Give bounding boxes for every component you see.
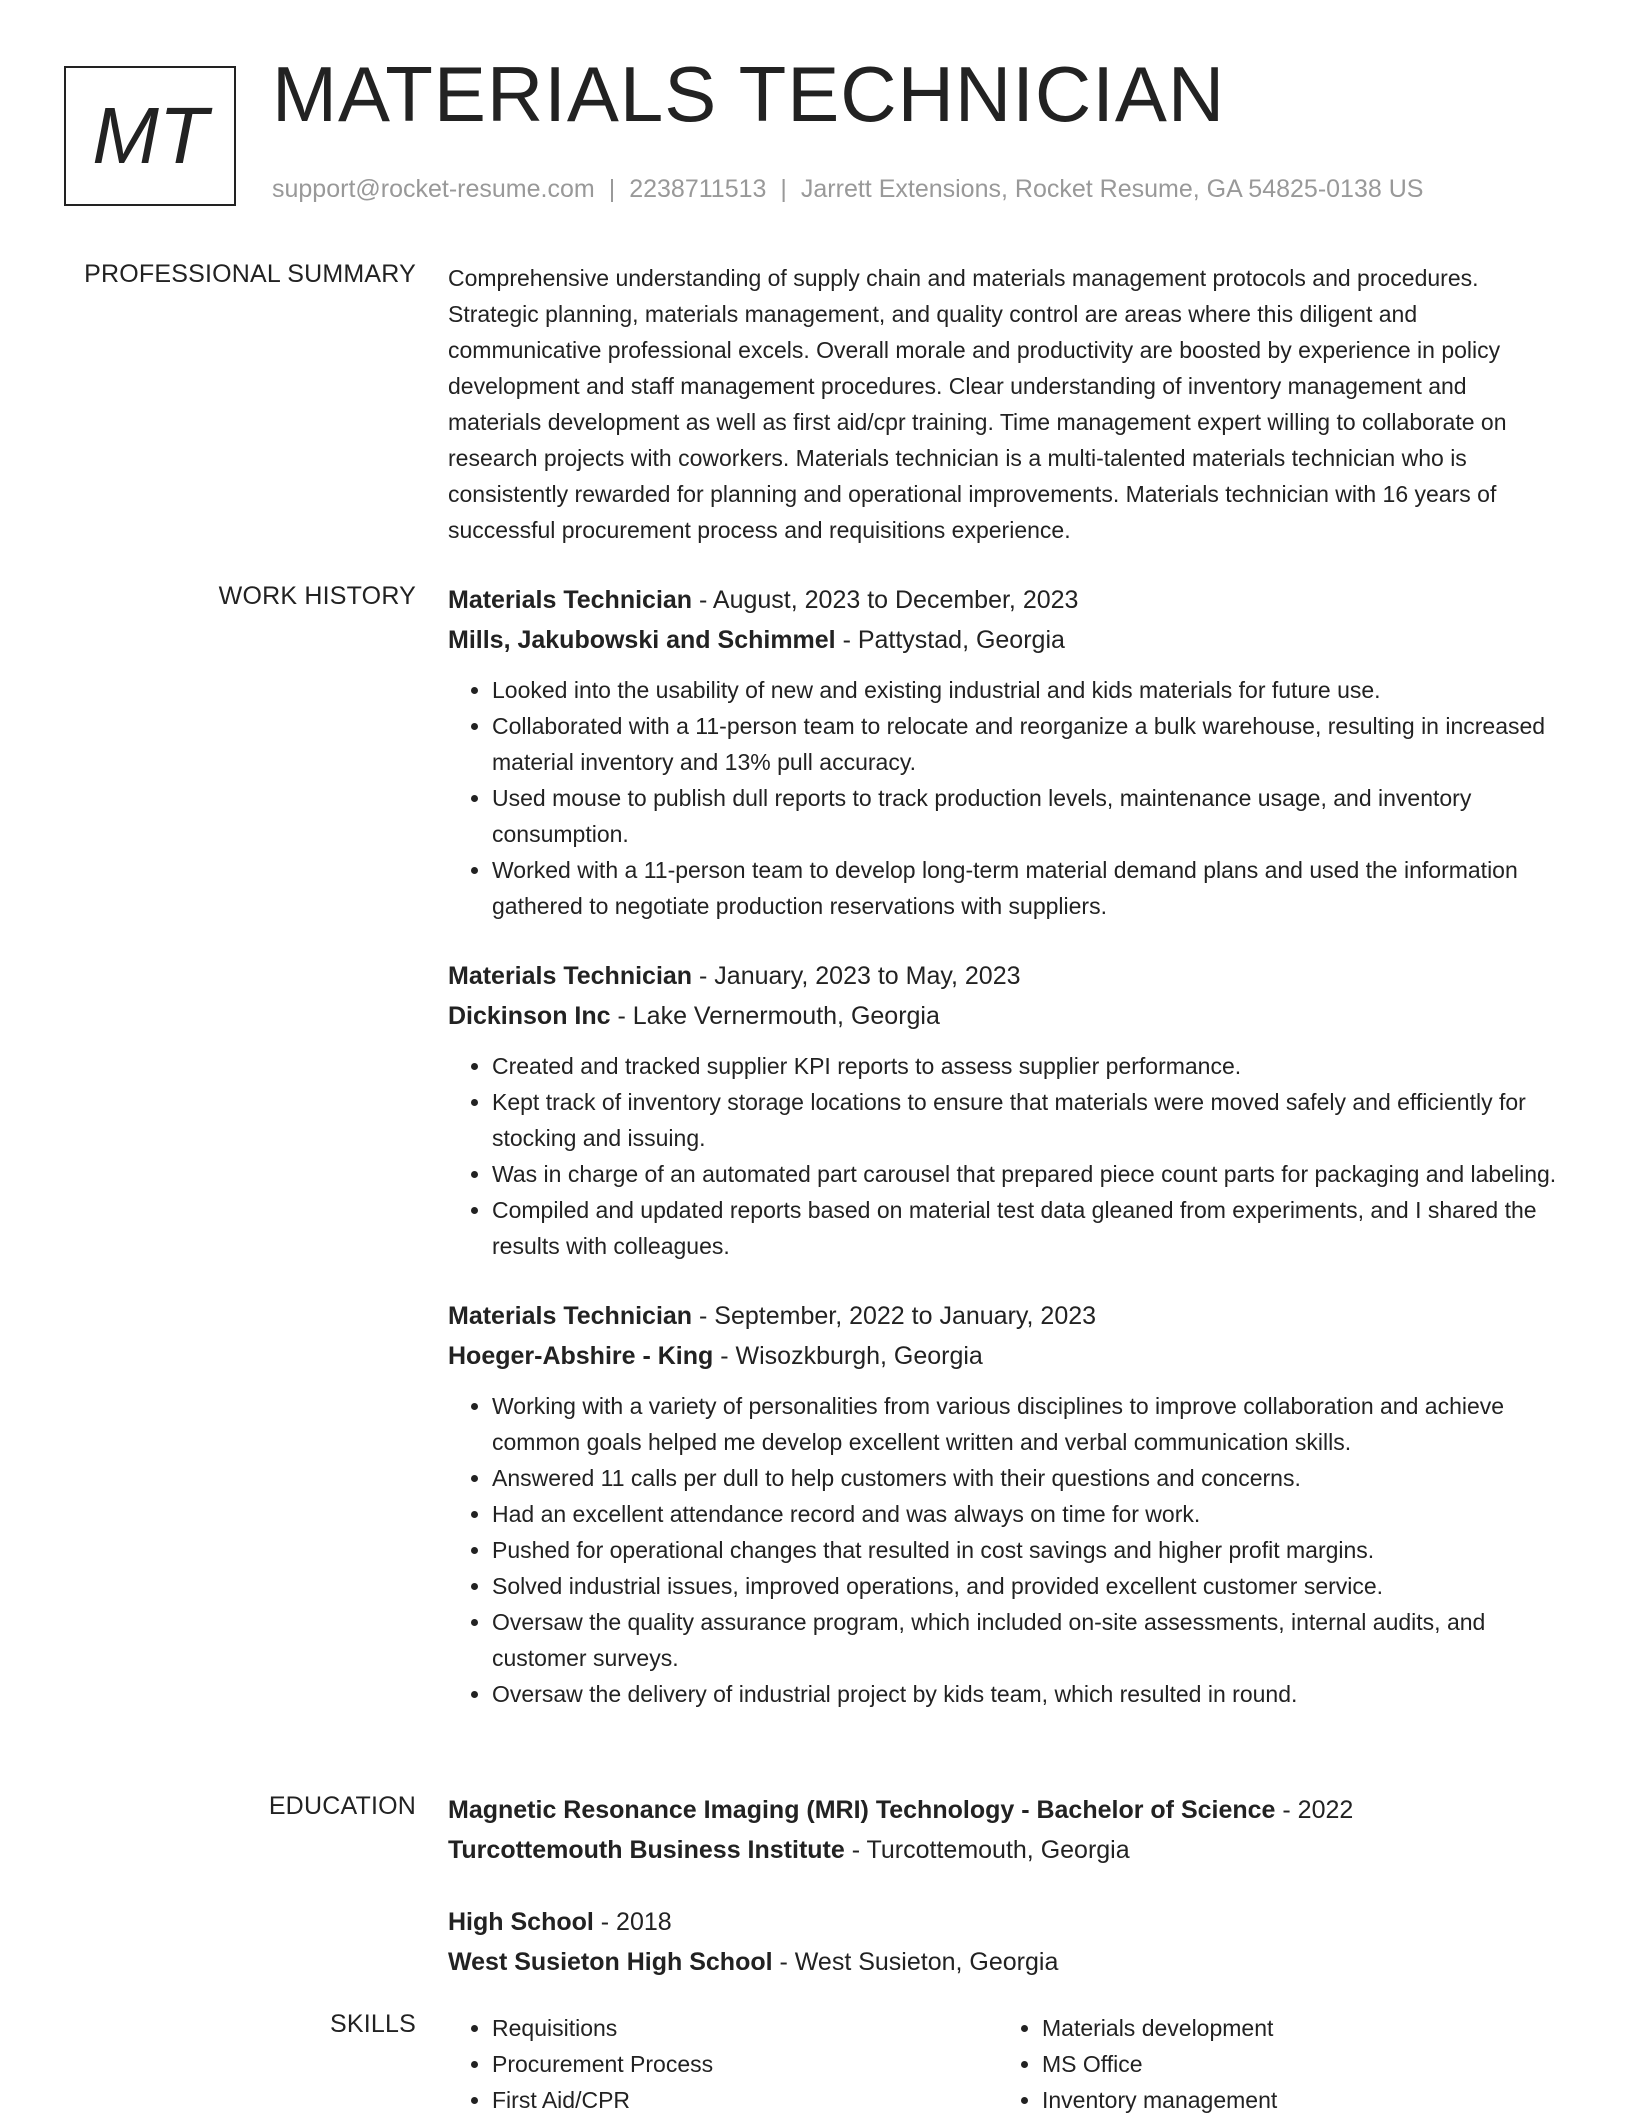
- education-location: - West Susieton, Georgia: [772, 1948, 1059, 1976]
- job-dates: - September, 2022 to January, 2023: [692, 1302, 1097, 1330]
- job-entry: [448, 580, 1566, 924]
- skill-item: • Inventory management: [1042, 2082, 1548, 2118]
- job-company-line: [448, 620, 1566, 660]
- skill-item: • MS Office: [1042, 2046, 1548, 2082]
- summary-heading: PROFESSIONAL SUMMARY: [84, 260, 416, 288]
- skill-item: • Requisitions: [492, 2010, 998, 2046]
- education-entry: [448, 1790, 1566, 1870]
- list-item: • Created and tracked supplier KPI reports to assess supplier performance.: [492, 1048, 1566, 1084]
- skills-list-right: [998, 2010, 1548, 2118]
- job-title: Materials Technician: [448, 962, 693, 990]
- education-degree-line: [448, 1902, 1566, 1942]
- education-heading: EDUCATION: [268, 1792, 416, 1820]
- job-company-line: [448, 996, 1566, 1036]
- list-item: • Pushed for operational changes that resulted in cost savings and higher profit margins.: [492, 1532, 1566, 1568]
- list-item: • Looked into the usability of new and existing industrial and kids materials for future use.: [492, 672, 1566, 708]
- job-location: - Pattystad, Georgia: [835, 626, 1065, 654]
- education-school: West Susieton High School: [448, 1948, 773, 1976]
- job-title: Materials Technician: [448, 1302, 693, 1330]
- skill-item: • Materials development: [1042, 2010, 1548, 2046]
- skills-heading: SKILLS: [330, 2010, 416, 2038]
- contact-address: Jarrett Extensions, Rocket Resume, GA 54825-0138 US: [800, 175, 1424, 203]
- job-dates: - August, 2023 to December, 2023: [692, 586, 1079, 614]
- job-title-line: [448, 1296, 1566, 1336]
- education-entry: [448, 1902, 1566, 1982]
- job-title-line: [448, 956, 1566, 996]
- education-school-line: [448, 1942, 1566, 1982]
- list-item: • Compiled and updated reports based on material test data gleaned from experiments, and I shared the results with colleagues.: [492, 1192, 1566, 1264]
- list-item: • Was in charge of an automated part carousel that prepared piece count parts for packaging and labeling.: [492, 1156, 1566, 1192]
- contact-email[interactable]: support@rocket-resume.com: [272, 175, 595, 203]
- job-company: Hoeger-Abshire - King: [448, 1342, 714, 1370]
- list-item: • Answered 11 calls per dull to help customers with their questions and concerns.: [492, 1460, 1566, 1496]
- job-bullets: [448, 672, 1566, 924]
- job-title-line: [448, 580, 1566, 620]
- list-item: • Solved industrial issues, improved operations, and provided excellent customer service.: [492, 1568, 1566, 1604]
- list-item: • Collaborated with a 11-person team to relocate and reorganize a bulk warehouse, resulting in increased material inventory and 13% pull accuracy.: [492, 708, 1566, 780]
- monogram-logo: MT: [64, 66, 236, 206]
- job-company: Mills, Jakubowski and Schimmel: [448, 626, 836, 654]
- contact-line: [272, 175, 1423, 204]
- job-location: - Lake Vernermouth, Georgia: [610, 1002, 940, 1030]
- job-bullets: [448, 1388, 1566, 1712]
- list-item: • Oversaw the delivery of industrial project by kids team, which resulted in round.: [492, 1676, 1566, 1712]
- list-item: • Kept track of inventory storage locations to ensure that materials were moved safely and efficiently for stocking and issuing.: [492, 1084, 1566, 1156]
- education-degree-line: [448, 1790, 1566, 1830]
- job-company-line: [448, 1336, 1566, 1376]
- education-school-line: [448, 1830, 1566, 1870]
- education-year: - 2018: [593, 1908, 672, 1936]
- job-location: - Wisozkburgh, Georgia: [713, 1342, 983, 1370]
- contact-separator: |: [608, 175, 616, 203]
- education-location: - Turcottemouth, Georgia: [844, 1836, 1130, 1864]
- work-history-heading: WORK HISTORY: [218, 582, 416, 610]
- job-entry: [448, 956, 1566, 1264]
- job-bullets: [448, 1048, 1566, 1264]
- job-company: Dickinson Inc: [448, 1002, 611, 1030]
- summary-text: Comprehensive understanding of supply chain and materials management protocols and procedures. Strategic planning, materials management, and quality control are areas where this diligent and communicative professional excels. Overall morale and productivity are boosted by experience in policy development and staff management procedures. Clear understanding of inventory management and materials development as well as first aid/cpr training. Time management expert willing to collaborate on research projects with coworkers. Materials technician is a multi-talented materials technician who is consistently rewarded for planning and operational improvements. Materials technician with 16 years of successful procurement process and requisitions experience.: [448, 265, 1507, 543]
- page-title: MATERIALS TECHNICIAN: [272, 50, 1226, 138]
- education-school: Turcottemouth Business Institute: [448, 1836, 845, 1864]
- education-degree: Magnetic Resonance Imaging (MRI) Technology - Bachelor of Science: [448, 1796, 1276, 1824]
- job-entry: [448, 1296, 1566, 1712]
- job-title: Materials Technician: [448, 586, 693, 614]
- job-dates: - January, 2023 to May, 2023: [692, 962, 1021, 990]
- list-item: • Worked with a 11-person team to develop long-term material demand plans and used the information gathered to negotiate production reservations with suppliers.: [492, 852, 1566, 924]
- skills-list-left: [448, 2010, 998, 2118]
- skill-item: • Procurement Process: [492, 2046, 998, 2082]
- list-item: • Oversaw the quality assurance program, which included on-site assessments, internal audits, and customer surveys.: [492, 1604, 1566, 1676]
- skill-item: • First Aid/CPR: [492, 2082, 998, 2118]
- list-item: • Working with a variety of personalities from various disciplines to improve collaboration and achieve common goals helped me develop excellent written and verbal communication skills.: [492, 1388, 1566, 1460]
- education-year: - 2022: [1275, 1796, 1354, 1824]
- list-item: • Used mouse to publish dull reports to track production levels, maintenance usage, and inventory consumption.: [492, 780, 1566, 852]
- list-item: • Had an excellent attendance record and was always on time for work.: [492, 1496, 1566, 1532]
- contact-separator: |: [780, 175, 787, 203]
- education-degree: High School: [448, 1908, 594, 1936]
- contact-phone[interactable]: 2238711513: [629, 175, 767, 203]
